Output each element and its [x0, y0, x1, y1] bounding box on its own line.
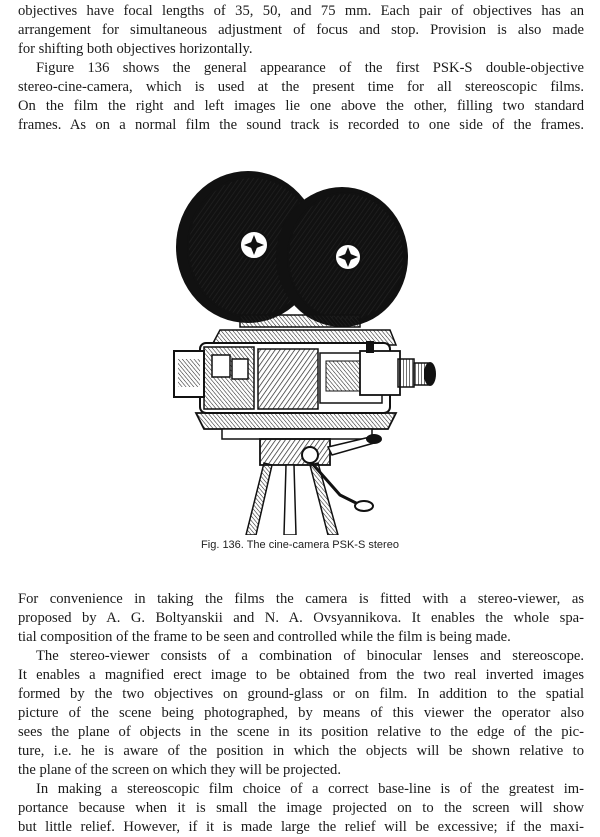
camera-body: [174, 343, 390, 413]
para4-line-1: The stereo-viewer consists of a combination of binocular lenses and stereoscope.: [36, 648, 584, 664]
para4-line-6: ture, i.e. he is aware of the position in which the objects will be shown relative to: [18, 743, 584, 759]
para5-line-2: portance because when it is small the image projected on to the screen will show: [18, 800, 584, 816]
para2-line-4: frames. As on a normal film the sound track is recorded to one side of the frames.: [18, 117, 584, 133]
para4-line-5: sees the plane of objects in the scene in its position relative to the edge of the pic-: [18, 724, 584, 740]
para2-line-3: On the film the right and left images lie one above the other, filling two standard: [18, 98, 584, 114]
figure-caption: Fig. 136. The cine-camera PSK-S stereo: [201, 539, 399, 551]
right-reel: [276, 187, 408, 327]
para5-line-3: but little relief. However, if it is made large the relief will be excessive; if the maxi-: [18, 819, 584, 835]
para1-line-1: objectives have focal lengths of 35, 50, and 75 mm. Each pair of objectives has an: [18, 3, 584, 19]
para2-line-2: stereo-cine-camera, which is used at the present time for all stereoscopic films.: [18, 79, 584, 95]
para3-line-2: proposed by A. G. Boltyanskii and N. A. Ovsyannikova. It enables the whole spa-: [18, 610, 584, 626]
camera-illustration: [160, 165, 450, 535]
lens-assembly: [360, 341, 436, 395]
para4-line-7: the plane of the screen on which they will be projected.: [18, 762, 341, 778]
para5-line-1: In making a stereoscopic film choice of a correct base-line is of the greatest im-: [36, 781, 584, 797]
para4-line-4: picture of the scene being photographed, by means of this viewer the operator also: [18, 705, 584, 721]
para1-line-3: for shifting both objectives horizontally.: [18, 41, 253, 57]
tripod-legs: [246, 463, 338, 535]
para1-line-2: arrangement for simultaneous adjustment of focus and stop. Provision is also made: [18, 22, 584, 38]
para4-line-2: It enables a magnified erect image to be obtained from the two real inverted images: [18, 667, 584, 683]
para3-line-3: tial composition of the frame to be seen and controlled while the film is being made.: [18, 629, 511, 645]
para2-line-1: Figure 136 shows the general appearance of the first PSK-S double-objective: [36, 60, 584, 76]
para4-line-3: formed by the two objectives on ground-glass or on film. In addition to the spatial: [18, 686, 584, 702]
para3-line-1: For convenience in taking the films the camera is fitted with a stereo-viewer, as: [18, 591, 584, 607]
